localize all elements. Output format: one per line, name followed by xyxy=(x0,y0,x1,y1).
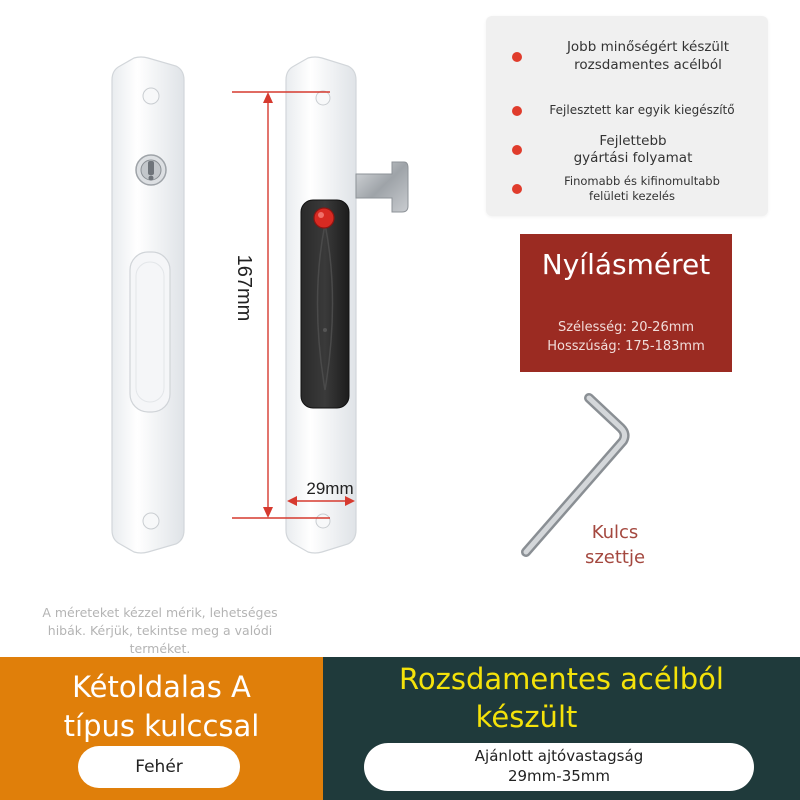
red-release-button xyxy=(314,208,334,228)
opening-size-box xyxy=(520,234,732,372)
feature-item-1 xyxy=(486,38,768,74)
key-label-line2: szettje xyxy=(584,547,646,568)
key-cylinder-icon xyxy=(136,155,166,185)
door-thickness-label: Ajánlott ajtóvastagság xyxy=(474,747,644,765)
key-type-line2: típus kulccsal xyxy=(63,709,260,743)
features-panel xyxy=(486,16,768,216)
door-thickness-value: 29mm-35mm xyxy=(507,767,611,785)
height-dimension-label: 167mm xyxy=(233,254,255,322)
left-lock-plate xyxy=(112,57,184,553)
bullet-dot-icon xyxy=(512,184,522,194)
width-dimension-label: 29mm xyxy=(306,479,354,498)
feature-text: felületi kezelés xyxy=(589,189,675,203)
bullet-dot-icon xyxy=(512,52,522,62)
feature-text: gyártási folyamat xyxy=(573,150,693,166)
bullet-dot-icon xyxy=(512,106,522,116)
feature-text: Fejlettebb xyxy=(599,133,667,149)
feature-item-4 xyxy=(486,174,768,204)
key-label-line1: Kulcs xyxy=(591,522,639,543)
disclaimer-line: hibák. Kérjük, tekintse meg a valódi xyxy=(47,623,273,638)
disclaimer-line: terméket. xyxy=(129,641,191,656)
opening-width: Szélesség: 20-26mm xyxy=(557,320,695,335)
screw-hole-bottom-right xyxy=(316,514,330,528)
black-handle xyxy=(301,200,349,408)
opening-length: Hosszúság: 175-183mm xyxy=(547,339,705,354)
feature-text: Jobb minőségért készült xyxy=(566,39,730,55)
feature-text: rozsdamentes acélból xyxy=(574,57,722,73)
key-type-line1: Kétoldalas A xyxy=(72,670,251,704)
feature-text: Finomabb és kifinomultabb xyxy=(564,174,720,188)
material-title-line2: készült xyxy=(475,700,578,734)
color-badge: Fehér xyxy=(78,746,240,788)
door-thickness-badge xyxy=(364,743,754,791)
measurement-disclaimer xyxy=(10,604,310,658)
opening-size-title: Nyílásméret xyxy=(541,248,711,281)
material-title-line1: Rozsdamentes acélból xyxy=(399,662,724,696)
disclaimer-line: A méreteket kézzel mérik, lehetséges xyxy=(42,605,278,620)
feature-item-2 xyxy=(486,102,768,118)
key-type-title xyxy=(0,668,323,746)
latch-hook xyxy=(356,162,408,212)
bullet-dot-icon xyxy=(512,145,522,155)
screw-hole-top-left xyxy=(143,88,159,104)
screw-hole-top-right xyxy=(316,91,330,105)
screw-hole-bottom-left xyxy=(143,513,159,529)
feature-item-3 xyxy=(486,133,768,167)
feature-text: Fejlesztett kar egyik kiegészítő xyxy=(549,103,735,117)
key-set-label xyxy=(560,520,670,570)
